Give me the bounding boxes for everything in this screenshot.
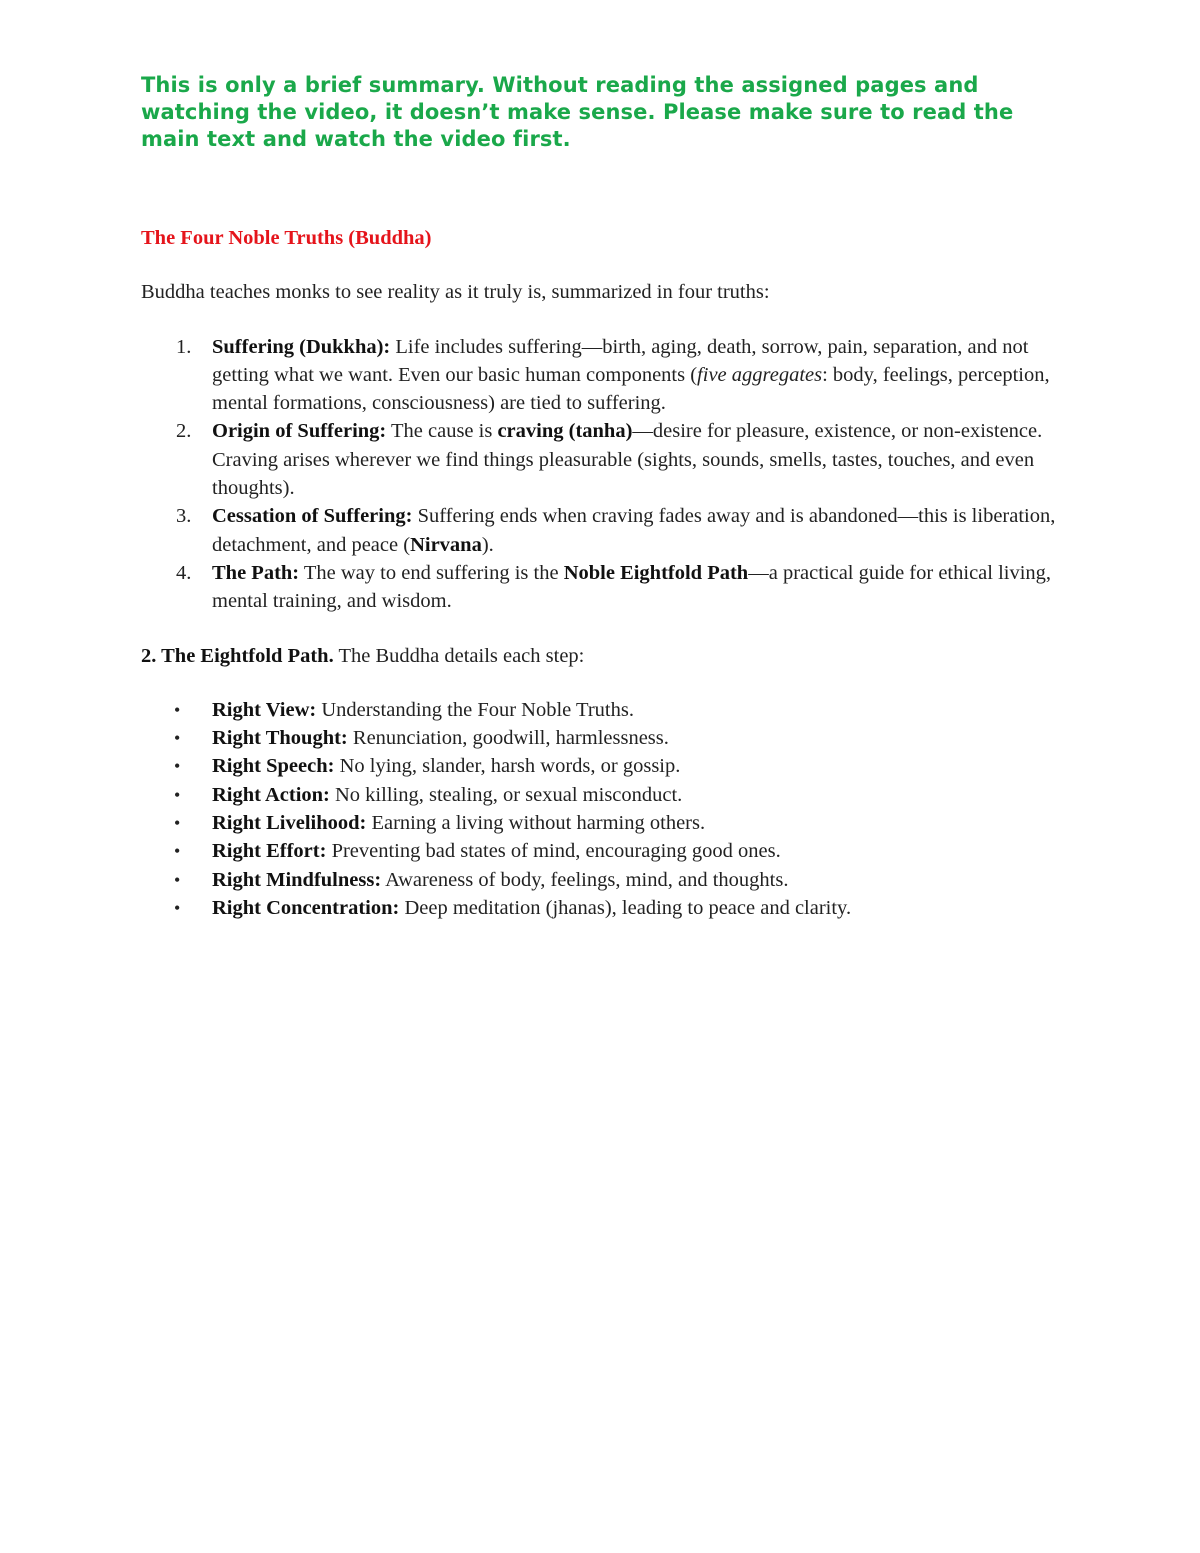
list-item bbox=[141, 866, 1071, 894]
section2-title: 2. The Eightfold Path. bbox=[141, 644, 334, 667]
list-item bbox=[141, 333, 1071, 418]
list-number: 1. bbox=[176, 335, 192, 358]
section2-text: The Buddha details each step: bbox=[333, 644, 585, 667]
list-item bbox=[141, 837, 1071, 865]
truth-text: Life includes suffering—birth, aging, death, sorrow, pain, separation, and not getting what we want. Even our basic human components ( bbox=[212, 335, 1029, 386]
four-truths-list bbox=[141, 333, 1071, 616]
bullet-icon: • bbox=[174, 813, 181, 834]
document-page bbox=[141, 72, 1071, 922]
step-text: Understanding the Four Noble Truths. bbox=[316, 698, 634, 721]
bullet-icon: • bbox=[174, 784, 181, 805]
truth-text: The way to end suffering is the bbox=[299, 561, 564, 584]
truth-italic-term: five aggregates bbox=[697, 363, 823, 386]
step-title: Right Effort: bbox=[212, 840, 327, 863]
step-text: No lying, slander, harsh words, or gossip. bbox=[334, 755, 681, 778]
truth-text: —desire for pleasure, existence, or non-existence. Craving arises wherever we find things pleasurable (sights, sounds, smells, tastes, touches, and even thoughts). bbox=[212, 420, 1043, 500]
bullet-icon: • bbox=[174, 728, 181, 749]
step-title: Right Action: bbox=[212, 783, 330, 806]
step-title: Right Concentration: bbox=[212, 896, 400, 919]
list-item bbox=[141, 752, 1071, 780]
truth-title: Origin of Suffering: bbox=[212, 420, 387, 443]
truth-bold-term: Nirvana bbox=[410, 533, 482, 556]
summary-notice: This is only a brief summary. Without reading the assigned pages and watching the video, it doesn’t make sense. Please make sure to read the main text and watch the video first. bbox=[141, 73, 1014, 151]
step-title: Right Livelihood: bbox=[212, 812, 367, 835]
eightfold-path-list bbox=[141, 696, 1071, 922]
bullet-icon: • bbox=[174, 756, 181, 777]
step-text: Deep meditation (jhanas), leading to peace and clarity. bbox=[399, 896, 852, 919]
truth-bold-term: craving (tanha) bbox=[497, 420, 633, 443]
list-item bbox=[141, 809, 1071, 837]
list-item bbox=[141, 781, 1071, 809]
truth-title: The Path: bbox=[212, 561, 300, 584]
list-item bbox=[141, 724, 1071, 752]
list-number: 2. bbox=[176, 420, 192, 443]
list-item bbox=[141, 502, 1071, 559]
truth-title: Cessation of Suffering: bbox=[212, 505, 413, 528]
truth-text: : body, feelings, perception, mental formations, consciousness) are tied to suffering. bbox=[212, 363, 1050, 415]
list-number: 4. bbox=[176, 561, 192, 584]
step-text: No killing, stealing, or sexual misconduct. bbox=[329, 783, 683, 806]
list-number: 3. bbox=[176, 505, 192, 528]
list-item bbox=[141, 894, 1071, 922]
truth-text: —a practical guide for ethical living, mental training, and wisdom. bbox=[212, 561, 1052, 613]
step-title: Right Speech: bbox=[212, 755, 335, 778]
step-title: Right Thought: bbox=[212, 727, 348, 750]
step-text: Preventing bad states of mind, encouraging good ones. bbox=[326, 840, 781, 863]
truth-text: The cause is bbox=[386, 420, 498, 443]
intro-paragraph: Buddha teaches monks to see reality as it truly is, summarized in four truths: bbox=[141, 281, 770, 304]
bullet-icon: • bbox=[174, 897, 181, 918]
list-item bbox=[141, 696, 1071, 724]
truth-text: Suffering ends when craving fades away and is abandoned—this is liberation, detachment, and peace ( bbox=[212, 505, 1056, 556]
eightfold-path-intro bbox=[141, 642, 1071, 670]
bullet-icon: • bbox=[174, 699, 181, 720]
section-heading: The Four Noble Truths (Buddha) bbox=[141, 227, 432, 249]
list-item bbox=[141, 417, 1071, 502]
step-text: Awareness of body, feelings, mind, and thoughts. bbox=[381, 868, 789, 891]
truth-title: Suffering (Dukkha): bbox=[212, 335, 391, 358]
step-text: Earning a living without harming others. bbox=[366, 812, 706, 835]
step-title: Right View: bbox=[212, 698, 317, 721]
step-title: Right Mindfulness: bbox=[212, 868, 382, 891]
step-text: Renunciation, goodwill, harmlessness. bbox=[347, 727, 669, 750]
bullet-icon: • bbox=[174, 841, 181, 862]
truth-bold-term: Noble Eightfold Path bbox=[563, 561, 749, 584]
bullet-icon: • bbox=[174, 869, 181, 890]
truth-text: ). bbox=[481, 533, 494, 556]
list-item bbox=[141, 559, 1071, 616]
